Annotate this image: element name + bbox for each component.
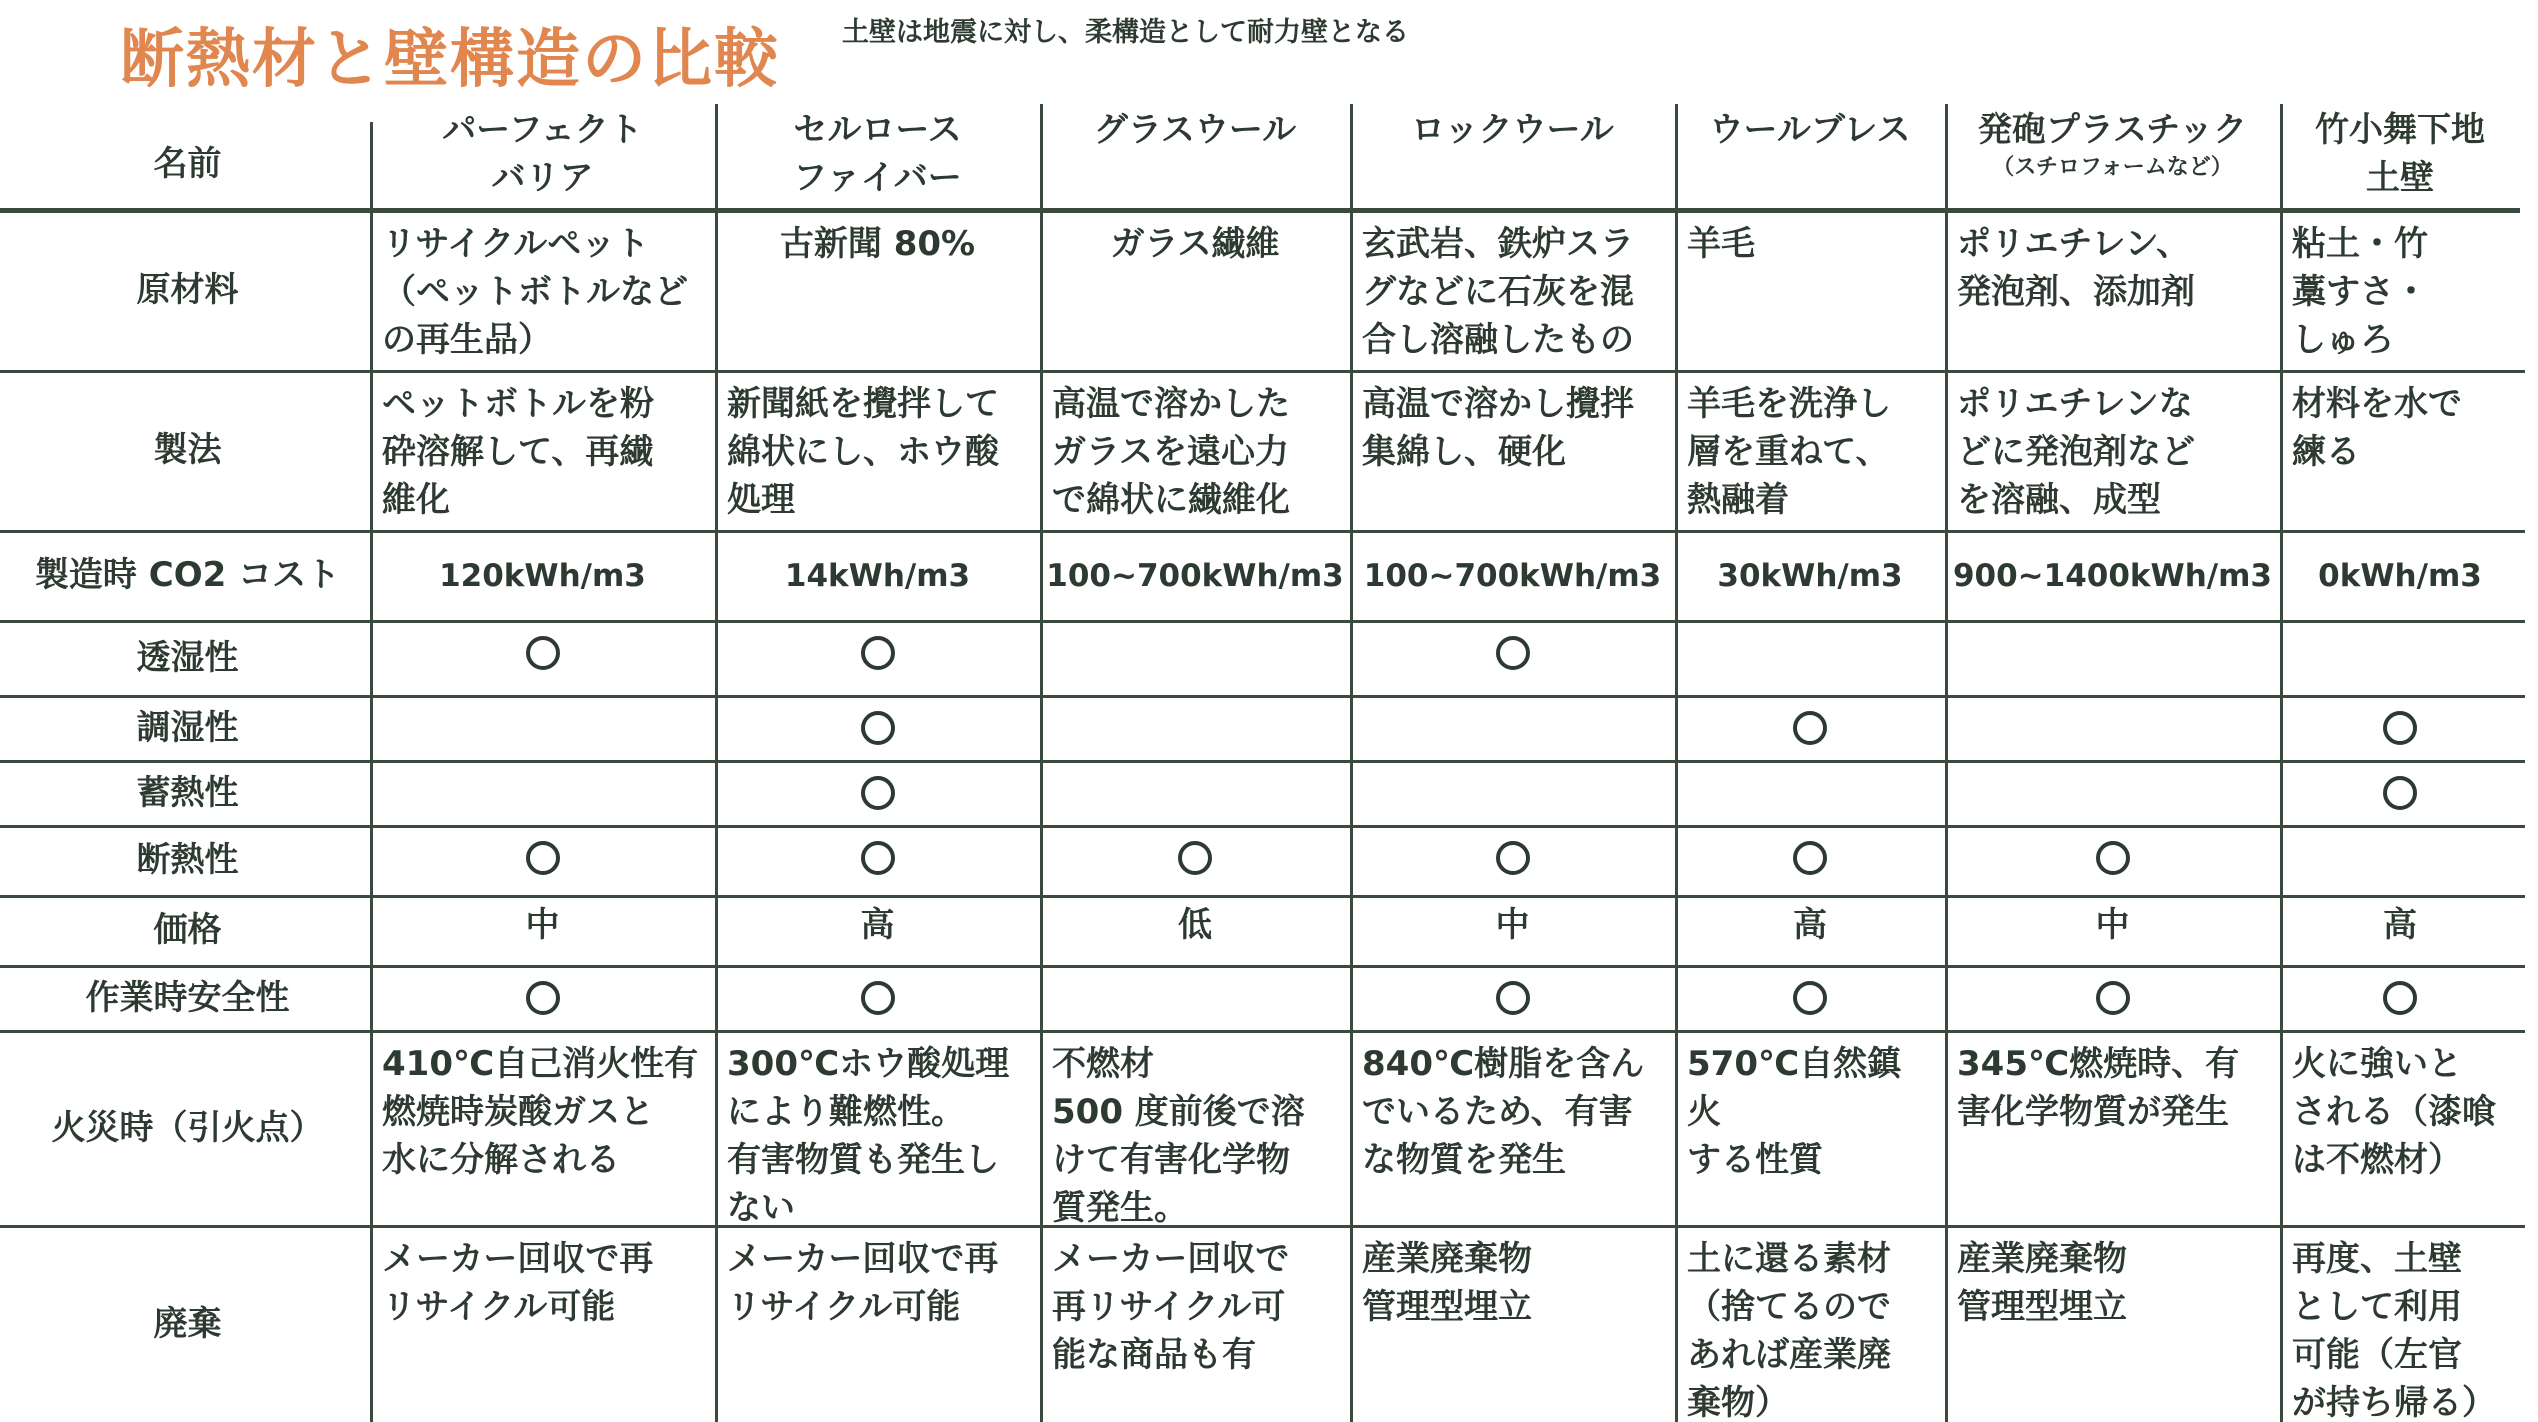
table-row-divider (0, 530, 2525, 533)
column-header (370, 104, 715, 210)
circle-mark-icon (526, 981, 560, 1015)
table-cell-text-line: 燃焼時炭酸ガスと (382, 1092, 654, 1132)
circle-mark-icon (2096, 981, 2130, 1015)
table-cell-text-line: 羊毛 (1687, 224, 1755, 264)
table-cell (370, 760, 715, 825)
table-cell (1040, 965, 1350, 1030)
table-cell-text-line: けて有害化学物 (1052, 1140, 1290, 1180)
table-cell-text-line: 砕溶解して、再繊 (382, 432, 654, 472)
table-cell (1945, 895, 2280, 965)
table-row-divider (0, 895, 2525, 898)
table-cell (1040, 530, 1350, 620)
table-cell-text-line: 再度、土壁 (2292, 1239, 2462, 1279)
table-cell-text-line: 古新聞 80% (779, 224, 976, 264)
column-header-name-line: バリア (491, 158, 594, 198)
table-cell (370, 370, 715, 530)
table-cell (1040, 1030, 1350, 1225)
circle-mark-icon (1496, 981, 1530, 1015)
table-cell-text-line: どに発泡剤など (1957, 432, 2195, 472)
table-cell (1040, 895, 1350, 965)
table-cell-text-line: 840℃樹脂を含ん (1362, 1044, 1645, 1084)
row-label-text: 原材料 (136, 270, 239, 310)
table-cell-text-line: しゅろ (2292, 320, 2394, 360)
row-label-text: 製法 (153, 430, 222, 470)
table-cell (1350, 965, 1675, 1030)
column-header-note: （スチロフォームなど） (1992, 155, 2233, 180)
table-cell (1675, 1225, 1945, 1422)
table-cell-text-line: で綿状に繊維化 (1052, 480, 1290, 520)
table-cell-text-line: は不燃材） (2292, 1140, 2462, 1180)
row-label-text: 廃棄 (153, 1303, 222, 1344)
table-cell-text-line: な物質を発生 (1362, 1140, 1566, 1180)
table-cell (1675, 210, 1945, 370)
table-cell-text-line: 羊毛を洗浄し (1687, 384, 1891, 424)
table-row-divider (0, 620, 2525, 623)
table-cell (2280, 965, 2520, 1030)
table-cell-text-line: 棄物） (1687, 1383, 1789, 1422)
column-header (2280, 104, 2520, 210)
table-cell-text-line: ポリエチレン、 (1957, 224, 2191, 264)
table-cell-text-line: 集綿し、硬化 (1362, 432, 1566, 472)
table-row-divider (0, 760, 2525, 763)
row-label (5, 210, 370, 370)
table-cell (715, 825, 1040, 895)
table-cell-text-line: 層を重ねて、 (1687, 432, 1890, 472)
circle-mark-icon (526, 841, 560, 875)
circle-mark-icon (2383, 981, 2417, 1015)
row-label-text: 蓄熱性 (136, 772, 239, 813)
circle-mark-icon (1496, 841, 1530, 875)
table-cell-text-line: 管理型埋立 (1362, 1287, 1532, 1327)
table-cell (1675, 760, 1945, 825)
table-cell-text-line: 新聞紙を攪拌して (727, 384, 999, 424)
column-header (1675, 104, 1945, 210)
table-cell-text-line: 産業廃棄物 (1957, 1239, 2127, 1279)
circle-mark-icon (1178, 841, 1212, 875)
table-cell-text-line: 高温で溶かし攪拌 (1362, 384, 1634, 424)
table-cell-text-line: 有害物質も発生し (727, 1140, 999, 1180)
table-cell-text-line: ペットボトルを粉 (382, 384, 654, 424)
table-cell (1675, 530, 1945, 620)
table-cell (2280, 210, 2520, 370)
row-label-text: 透湿性 (136, 637, 239, 678)
table-cell-value-line: 100~700kWh/m3 (1363, 558, 1662, 594)
table-cell-value-line: 30kWh/m3 (1717, 558, 1903, 594)
table-cell-text-line: 再リサイクル可 (1052, 1287, 1286, 1327)
table-cell-text-line: （ペットボトルなど (382, 272, 688, 312)
table-cell (715, 895, 1040, 965)
column-header-name-line: 土壁 (2366, 158, 2434, 198)
table-column-divider (1350, 104, 1353, 1422)
row-label (5, 695, 370, 760)
table-cell-text-line: メーカー回収で再 (382, 1239, 654, 1279)
table-row-divider (0, 825, 2525, 828)
table-cell-value-line: 14kWh/m3 (784, 558, 971, 594)
table-cell (715, 965, 1040, 1030)
table-cell (1945, 620, 2280, 695)
table-cell-text-line: 質発生。 (1052, 1188, 1188, 1225)
table-cell-text-line: （捨てるので (1687, 1287, 1891, 1327)
circle-mark-icon (861, 711, 895, 745)
table-cell (1350, 1225, 1675, 1422)
table-cell-text-line: グなどに石灰を混 (1362, 272, 1634, 312)
table-cell (1040, 695, 1350, 760)
row-label (5, 530, 370, 620)
table-cell (1675, 1030, 1945, 1225)
table-cell-text-line: ポリエチレンな (1957, 384, 2193, 424)
table-cell (1350, 210, 1675, 370)
circle-mark-icon (2383, 711, 2417, 745)
table-cell-text-line: を溶融、成型 (1957, 480, 2161, 520)
table-cell-text-line: される（漆喰 (2292, 1092, 2496, 1132)
table-cell-value-line: 高 (860, 905, 895, 945)
table-cell (1040, 370, 1350, 530)
table-cell-value-line: 900~1400kWh/m3 (1952, 558, 2273, 594)
table-cell-text-line: 玄武岩、鉄炉スラ (1362, 224, 1634, 264)
table-cell-text-line: により難燃性。 (727, 1092, 965, 1132)
column-header (1040, 104, 1350, 210)
table-cell-text-line: 維化 (382, 480, 450, 520)
table-cell (370, 1225, 715, 1422)
table-cell (370, 210, 715, 370)
row-label (5, 370, 370, 530)
table-cell (1040, 760, 1350, 825)
table-cell-text-line: の再生品） (382, 320, 552, 360)
table-cell (1040, 1225, 1350, 1422)
table-cell-text-line: 藁すさ・ (2292, 272, 2428, 312)
table-cell (1675, 620, 1945, 695)
table-cell-text-line: ない (727, 1188, 795, 1225)
table-cell (715, 760, 1040, 825)
table-cell-text-line: リサイクルペット (382, 224, 650, 264)
circle-mark-icon (2096, 841, 2130, 875)
circle-mark-icon (1793, 841, 1827, 875)
table-cell-text-line: 火に強いと (2292, 1044, 2462, 1084)
table-row-divider (0, 695, 2525, 698)
column-header-name-line: グラスウール (1093, 110, 1297, 150)
table-cell (1945, 760, 2280, 825)
column-header (1945, 104, 2280, 210)
table-cell-text-line: 570℃自然鎮火 (1687, 1044, 1902, 1132)
table-cell-text-line: 410℃自己消火性有 (382, 1044, 699, 1084)
column-header-name-line: ウールブレス (1709, 110, 1911, 150)
table-cell-text-line: 合し溶融したもの (1362, 320, 1634, 360)
table-cell (2280, 695, 2520, 760)
table-column-divider (370, 122, 373, 1422)
table-cell-text-line: 能な商品も有 (1052, 1335, 1256, 1375)
table-cell (1945, 1030, 2280, 1225)
table-cell (370, 965, 715, 1030)
table-cell-value-line: 0kWh/m3 (2318, 558, 2482, 594)
table-cell-text-line: でいるため、有害 (1362, 1092, 1633, 1132)
table-cell (1040, 620, 1350, 695)
table-cell-value-line: 高 (2383, 905, 2417, 945)
column-header-name-line: 竹小舞下地 (2315, 110, 2485, 150)
table-cell-text-line: 高温で溶かした (1052, 384, 1290, 424)
column-header (1350, 104, 1675, 210)
table-cell-text-line: 300℃ホウ酸処理 (727, 1044, 1010, 1084)
table-cell (2280, 760, 2520, 825)
table-cell-value-line: 中 (2095, 905, 2130, 945)
table-cell-text-line: ガラスを遠心力 (1052, 432, 1289, 472)
column-header (715, 104, 1040, 210)
table-cell (2280, 530, 2520, 620)
page-subtitle: 土壁は地震に対し、柔構造として耐力壁となる (842, 17, 1409, 48)
table-cell-text-line: 500 度前後で溶 (1052, 1092, 1305, 1132)
table-cell-text-line: 粘土・竹 (2292, 224, 2428, 264)
table-cell-text-line: 土に還る素材 (1687, 1239, 1891, 1279)
table-cell (1675, 695, 1945, 760)
table-cell (715, 620, 1040, 695)
table-cell (1350, 760, 1675, 825)
table-cell (1350, 530, 1675, 620)
table-column-divider (1040, 104, 1043, 1422)
circle-mark-icon (526, 636, 560, 670)
table-cell-text-line: 345℃燃焼時、有 (1957, 1044, 2240, 1084)
table-cell (1350, 1030, 1675, 1225)
table-row-divider (0, 965, 2525, 968)
table-cell (1945, 825, 2280, 895)
circle-mark-icon (2383, 776, 2417, 810)
circle-mark-icon (861, 981, 895, 1015)
table-cell (715, 210, 1040, 370)
table-row-divider (0, 1225, 2525, 1228)
table-cell (2280, 1030, 2520, 1225)
row-label (5, 1225, 370, 1422)
table-cell (1945, 695, 2280, 760)
column-header-name-line: パーフェクト (442, 110, 643, 150)
table-cell-text-line: 発泡剤、添加剤 (1957, 272, 2195, 312)
row-label-text: 火災時（引火点） (51, 1107, 324, 1148)
table-column-divider (1945, 104, 1948, 1422)
table-cell (1350, 695, 1675, 760)
table-cell (1675, 370, 1945, 530)
table-cell-text-line: 綿状にし、ホウ酸 (727, 432, 999, 472)
table-cell-text-line: リサイクル可能 (727, 1287, 961, 1327)
row-label (5, 825, 370, 895)
table-cell (1945, 370, 2280, 530)
table-cell-text-line: 水に分解される (382, 1140, 620, 1180)
column-header-name-line: 発砲プラスチック (1977, 110, 2248, 150)
circle-mark-icon (1793, 981, 1827, 1015)
table-cell-value-line: 中 (1495, 905, 1530, 945)
circle-mark-icon (861, 636, 895, 670)
table-cell (1675, 895, 1945, 965)
table-cell (370, 620, 715, 695)
table-cell-text-line: 材料を水で (2292, 384, 2462, 424)
circle-mark-icon (1793, 711, 1827, 745)
circle-mark-icon (861, 841, 895, 875)
table-cell (370, 895, 715, 965)
table-column-divider (2280, 104, 2283, 1422)
table-cell-text-line: 不燃材 (1052, 1044, 1154, 1084)
table-cell (1945, 210, 2280, 370)
table-cell (2280, 620, 2520, 695)
table-cell-text-line: リサイクル可能 (382, 1287, 616, 1327)
table-cell (1945, 965, 2280, 1030)
header-label-name (5, 118, 370, 210)
row-label-text: 調湿性 (136, 707, 239, 748)
table-cell (2280, 895, 2520, 965)
row-label (5, 620, 370, 695)
table-cell-text-line: 熱融着 (1687, 480, 1789, 520)
row-label (5, 760, 370, 825)
table-cell (1675, 965, 1945, 1030)
table-cell (370, 1030, 715, 1225)
table-cell-value-line: 中 (525, 905, 560, 945)
table-cell (1040, 825, 1350, 895)
row-label-text: 製造時 CO2 コスト (34, 555, 341, 595)
table-cell-value-line: 高 (1793, 905, 1827, 945)
table-cell (1945, 1225, 2280, 1422)
table-cell (2280, 825, 2520, 895)
table-cell (715, 530, 1040, 620)
page-title: 断熱材と壁構造の比較 (120, 23, 780, 97)
row-label-text: 価格 (153, 910, 222, 950)
table-cell (1350, 825, 1675, 895)
table-cell (370, 825, 715, 895)
row-label (5, 895, 370, 965)
table-cell (2280, 370, 2520, 530)
column-header-name-line: ロックウール (1411, 110, 1614, 150)
table-cell (2280, 1225, 2520, 1422)
table-cell-text-line: 練る (2292, 432, 2360, 472)
row-label-text: 断熱性 (136, 840, 239, 880)
row-label (5, 965, 370, 1030)
table-cell-text-line: 害化学物質が発生 (1957, 1092, 2229, 1132)
table-cell-text-line: として利用 (2292, 1287, 2462, 1327)
row-label-text: 作業時安全性 (85, 977, 290, 1018)
table-cell (715, 370, 1040, 530)
table-row-divider (0, 370, 2525, 373)
table-cell (370, 695, 715, 760)
table-cell-text-line: 産業廃棄物 (1362, 1239, 1532, 1279)
circle-mark-icon (1496, 636, 1530, 670)
table-row-divider (0, 210, 2520, 213)
table-row-divider (0, 1030, 2525, 1033)
table-cell (370, 530, 715, 620)
table-cell-text-line: が持ち帰る） (2292, 1383, 2496, 1422)
table-cell (715, 1030, 1040, 1225)
circle-mark-icon (861, 776, 895, 810)
table-cell (1945, 530, 2280, 620)
table-cell-text-line: あれば産業廃 (1687, 1335, 1891, 1375)
column-header-name-line: ファイバー (793, 158, 962, 198)
table-cell (1350, 370, 1675, 530)
column-header-name-line: セルロース (793, 110, 962, 150)
table-cell-text-line: ガラス繊維 (1110, 224, 1280, 264)
table-cell (715, 1225, 1040, 1422)
header-label-text: 名前 (153, 144, 222, 184)
table-cell-value-line: 100~700kWh/m3 (1046, 558, 1344, 594)
table-column-divider (715, 104, 718, 1422)
table-cell-text-line: メーカー回収で (1052, 1239, 1290, 1279)
table-cell-text-line: メーカー回収で再 (727, 1239, 999, 1279)
table-cell-text-line: 管理型埋立 (1957, 1287, 2127, 1327)
table-cell (1350, 895, 1675, 965)
table-cell (1675, 825, 1945, 895)
table-cell-value-line: 120kWh/m3 (439, 558, 646, 594)
table-cell (715, 695, 1040, 760)
table-column-divider (1675, 104, 1678, 1422)
table-cell-text-line: 可能（左官 (2292, 1335, 2462, 1375)
table-cell (1040, 210, 1350, 370)
table-cell-text-line: する性質 (1687, 1140, 1823, 1180)
table-cell-value-line: 低 (1178, 905, 1212, 945)
table-cell (1350, 620, 1675, 695)
table-cell-text-line: 処理 (727, 480, 795, 520)
row-label (5, 1030, 370, 1225)
